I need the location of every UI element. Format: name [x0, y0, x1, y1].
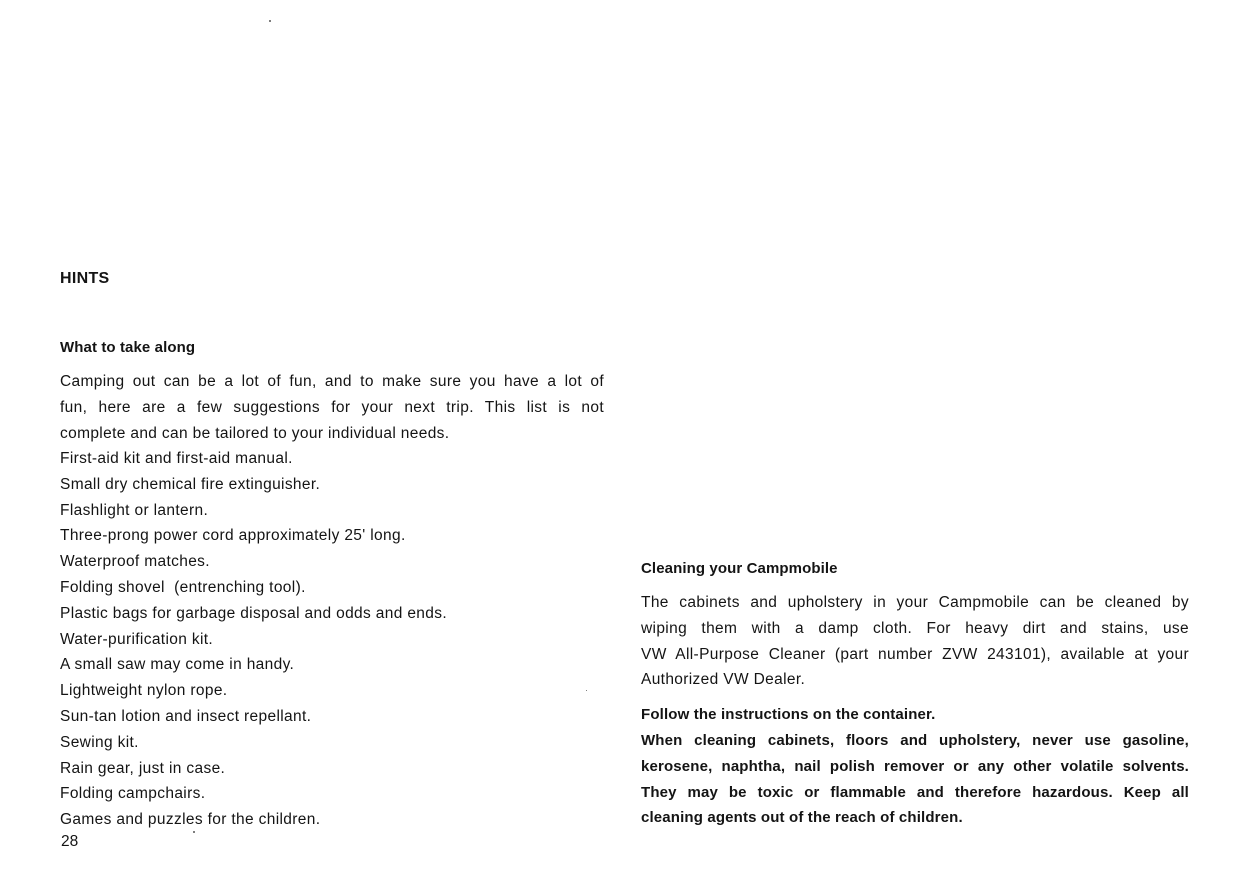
- warning-line: They may be toxic or flammable and therefore hazardous. Keep all: [641, 783, 1189, 801]
- warning-line: kerosene, naphtha, nail polish remover or any other volatile solvents.: [641, 757, 1189, 775]
- page-number: 28: [61, 833, 79, 850]
- subheading-what-to-take-along: What to take along: [60, 339, 196, 356]
- paragraph-line: The cabinets and upholstery in your Campmobile can be cleaned by: [641, 594, 1189, 611]
- list-item: Rain gear, just in case.: [60, 759, 226, 777]
- list-item: Folding shovel (entrenching tool).: [60, 578, 306, 596]
- instruction-note: Follow the instructions on the container.: [641, 706, 936, 723]
- list-item: Sun-tan lotion and insect repellant.: [60, 707, 312, 725]
- list-item: Small dry chemical fire extinguisher.: [60, 475, 321, 493]
- paragraph-line: Authorized VW Dealer.: [641, 671, 806, 689]
- scan-speck: [193, 831, 195, 833]
- list-item: First-aid kit and first-aid manual.: [60, 450, 293, 467]
- list-item: Three-prong power cord approximately 25' long.: [60, 527, 406, 545]
- scan-speck: [586, 690, 587, 691]
- paragraph-line: wiping them with a damp cloth. For heavy dirt and stains, use: [641, 619, 1189, 637]
- list-item: Flashlight or lantern.: [60, 501, 209, 519]
- scan-speck: [269, 20, 271, 22]
- paragraph-line: VW All-Purpose Cleaner (part number ZVW 243101), available at your: [641, 645, 1189, 663]
- list-item: Waterproof matches.: [60, 553, 210, 571]
- intro-line: Camping out can be a lot of fun, and to make sure you have a lot of: [60, 373, 604, 390]
- list-item: Water-purification kit.: [60, 630, 214, 648]
- intro-paragraph: [60, 369, 604, 446]
- list-item: A small saw may come in handy.: [60, 656, 295, 674]
- warning-paragraph: [641, 728, 1189, 831]
- list-item: Sewing kit.: [60, 733, 139, 751]
- section-title: HINTS: [60, 270, 110, 287]
- list-item: Lightweight nylon rope.: [60, 682, 228, 700]
- cleaning-paragraph: [641, 590, 1189, 693]
- intro-line: fun, here are a few suggestions for your next trip. This list is not: [60, 398, 604, 416]
- warning-line: cleaning agents out of the reach of children.: [641, 809, 963, 827]
- list-item: Folding campchairs.: [60, 785, 206, 803]
- intro-line: complete and can be tailored to your individual needs.: [60, 424, 450, 442]
- warning-line: When cleaning cabinets, floors and upholstery, never use gasoline,: [641, 732, 1189, 749]
- subheading-cleaning: Cleaning your Campmobile: [641, 560, 838, 577]
- list-item: Plastic bags for garbage disposal and odds and ends.: [60, 604, 448, 622]
- list-item: Games and puzzles for the children.: [60, 811, 321, 829]
- packing-list: [60, 446, 604, 833]
